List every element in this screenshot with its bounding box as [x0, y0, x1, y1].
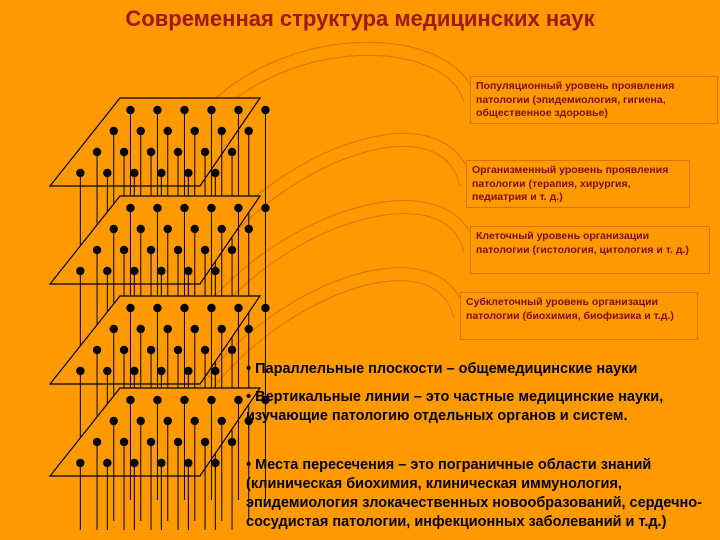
dot [164, 127, 172, 135]
dot [147, 148, 155, 156]
dot [76, 267, 84, 275]
dot [174, 346, 182, 354]
dot [110, 127, 118, 135]
dot [201, 346, 209, 354]
dot [137, 417, 145, 425]
dot [110, 417, 118, 425]
dot [120, 148, 128, 156]
dot [103, 459, 111, 467]
dot [211, 169, 219, 177]
planes-group [50, 98, 270, 530]
dot [174, 438, 182, 446]
dot [218, 325, 226, 333]
level-box-population: Популяционный уровень проявления патологии (эпидемиология, гигиена, общественное здоровье) [470, 76, 718, 124]
dot [261, 106, 269, 114]
dot [234, 304, 242, 312]
dot [120, 246, 128, 254]
level-box-subcellular: Субклеточный уровень организации патологии (биохимия, биофизика и т.д.) [460, 292, 698, 340]
dot [207, 106, 215, 114]
dot [126, 396, 134, 404]
dot [157, 459, 165, 467]
dot [207, 204, 215, 212]
dot [201, 148, 209, 156]
dot [126, 304, 134, 312]
bullet-parallel-planes: • Параллельные плоскости – общемедицинские науки [246, 361, 638, 377]
dot [93, 346, 101, 354]
dot [147, 438, 155, 446]
dot [245, 325, 253, 333]
dot [157, 267, 165, 275]
dot [76, 459, 84, 467]
dot [218, 225, 226, 233]
dot [180, 396, 188, 404]
dot [174, 148, 182, 156]
dot [211, 367, 219, 375]
dot [234, 204, 242, 212]
dot [228, 438, 236, 446]
dot [228, 346, 236, 354]
dot [180, 304, 188, 312]
dot [184, 459, 192, 467]
dot [234, 106, 242, 114]
dot [93, 246, 101, 254]
dot [103, 367, 111, 375]
dot [93, 438, 101, 446]
dot [191, 325, 199, 333]
dot [180, 106, 188, 114]
dot [218, 417, 226, 425]
level-box-organism: Организменный уровень проявления патологии (терапия, хирургия, педиатрия и т. д.) [466, 160, 690, 208]
dot [157, 367, 165, 375]
dot [110, 225, 118, 233]
dot [137, 325, 145, 333]
dot [234, 396, 242, 404]
dot [164, 325, 172, 333]
dot [130, 367, 138, 375]
dot [191, 417, 199, 425]
dot [228, 246, 236, 254]
dot [153, 204, 161, 212]
bullet-intersections: • Места пересечения – это пограничные области знаний (клиническая биохимия, клиническая иммунология, эпидемиология злокачественных новообразований, сердечно-сосудистая патологии, инфекционных заболеваний и т.д.) [246, 457, 702, 530]
dot [180, 204, 188, 212]
dot [164, 225, 172, 233]
dot [211, 459, 219, 467]
dot [120, 346, 128, 354]
dot [103, 169, 111, 177]
dot [93, 148, 101, 156]
dot [184, 169, 192, 177]
page-title: Современная структура медицинских наук [125, 6, 595, 31]
dot [110, 325, 118, 333]
dot [218, 127, 226, 135]
dot [137, 225, 145, 233]
dot [126, 106, 134, 114]
dot [184, 367, 192, 375]
dot [147, 346, 155, 354]
dot [120, 438, 128, 446]
dot [137, 127, 145, 135]
dot [201, 438, 209, 446]
dot [76, 169, 84, 177]
dot [191, 127, 199, 135]
dot [103, 267, 111, 275]
dot [207, 396, 215, 404]
dot [130, 169, 138, 177]
dot [130, 267, 138, 275]
dot [211, 267, 219, 275]
dot [261, 304, 269, 312]
dot [261, 204, 269, 212]
dot [207, 304, 215, 312]
dot [76, 367, 84, 375]
dot [130, 459, 138, 467]
dot [228, 148, 236, 156]
dot [164, 417, 172, 425]
dot [153, 304, 161, 312]
dot [245, 127, 253, 135]
dot [191, 225, 199, 233]
dot [184, 267, 192, 275]
dot [147, 246, 155, 254]
dot [157, 169, 165, 177]
level-box-cellular: Клеточный уровень организации патологии (гистология, цитология и т. д.) [470, 226, 710, 274]
dot [153, 106, 161, 114]
dot [126, 204, 134, 212]
dot [153, 396, 161, 404]
dot [245, 225, 253, 233]
bullet-vertical-lines: • Вертикальные линии – это частные медицинские науки, изучающие патологию отдельных органов и систем. [246, 389, 664, 424]
dot [174, 246, 182, 254]
dot [201, 246, 209, 254]
